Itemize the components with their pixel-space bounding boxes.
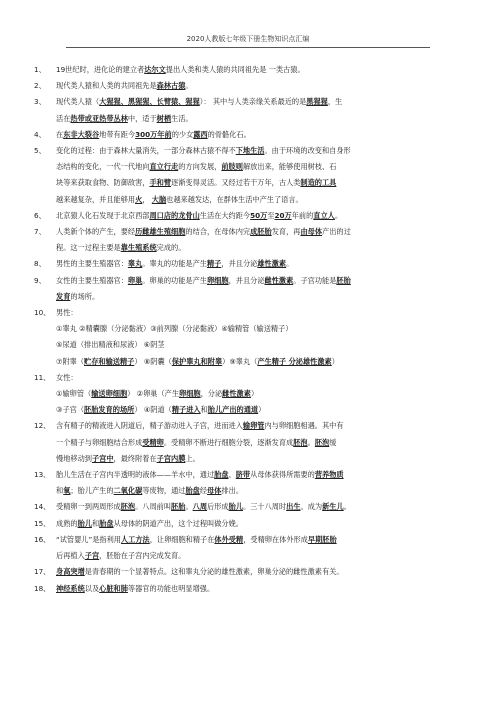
key-term: 精子进入 xyxy=(171,405,201,415)
item-body xyxy=(56,564,464,580)
key-term: 体外受精 xyxy=(214,534,244,544)
text-segment: 女性的主要生殖器官： xyxy=(56,275,128,285)
item-number: 5、 xyxy=(34,146,46,156)
text-segment: 19世纪时，进化论的建立者 xyxy=(56,65,145,74)
text-segment: 内与卵细胞相遇。其中有 xyxy=(264,421,344,431)
text-segment: 男性： xyxy=(56,308,78,318)
key-term: 氧 xyxy=(63,486,71,496)
item-body xyxy=(56,516,464,532)
text-segment: ，分泌 xyxy=(200,389,223,399)
key-term: 胚泡 xyxy=(314,437,330,447)
text-segment: ，胚胎在子宫内完成发育。 xyxy=(99,551,186,561)
item-body xyxy=(56,370,464,386)
text-segment: 生活。 xyxy=(171,113,193,123)
key-term: 由母体 xyxy=(300,227,323,237)
text-line xyxy=(34,337,464,353)
text-segment: 后再植入 xyxy=(56,551,85,561)
text-line xyxy=(56,532,464,548)
text-line xyxy=(56,78,464,94)
text-segment: ，让卵细胞和精子在 xyxy=(149,534,215,544)
key-term: 手和臂 xyxy=(149,178,172,188)
item-body xyxy=(56,499,464,515)
text-segment: 受精卵一到两周形成 xyxy=(56,502,121,512)
key-term: 子宫内膜 xyxy=(156,453,186,463)
text-segment: 的结合，在母体内完 xyxy=(185,227,251,237)
key-term: 发育 xyxy=(56,291,71,301)
item-number: 1、 xyxy=(34,65,46,74)
key-term: 营养物质 xyxy=(314,470,344,480)
knowledge-item xyxy=(34,143,464,208)
text-segment: 。成为 xyxy=(300,502,323,512)
text-segment: 解放出来，能够使用树枝、石 xyxy=(242,162,337,172)
text-segment: ）⑨睾丸（ xyxy=(222,356,258,366)
text-line xyxy=(56,418,464,434)
text-segment: 。 xyxy=(343,502,351,512)
key-term: 火 xyxy=(135,194,143,204)
knowledge-item xyxy=(34,370,464,386)
key-term: 露西 xyxy=(193,129,208,139)
text-line xyxy=(56,224,464,240)
item-number: 15、 xyxy=(34,518,51,528)
text-segment: 越来越复杂，并且能够用 xyxy=(56,194,136,204)
text-segment: ①输卵管（ xyxy=(56,389,92,399)
text-segment: 和 xyxy=(56,486,64,496)
item-body xyxy=(56,467,464,499)
key-term: 20万 xyxy=(274,210,292,220)
text-line xyxy=(56,499,464,515)
key-term: 胎盘 xyxy=(185,486,200,496)
text-segment: 缓 xyxy=(329,437,337,447)
text-segment: 慢地移动到 xyxy=(56,453,92,463)
text-line xyxy=(34,321,464,337)
item-number: 10、 xyxy=(34,308,51,318)
text-segment: 以及 xyxy=(84,583,100,593)
item-body xyxy=(56,224,464,256)
text-line xyxy=(56,111,464,127)
text-segment: 态结构的变化，一代一代地向 xyxy=(56,162,150,172)
item-body xyxy=(56,273,464,305)
text-segment: 现代类人猿（ xyxy=(56,97,100,107)
text-line xyxy=(56,305,464,321)
text-segment: 。 xyxy=(286,259,294,269)
key-term: 新生儿 xyxy=(322,502,344,512)
text-segment: ①睾丸 ②精囊腺（分泌黏液）③前列腺（分泌黏液）④输精管（输送精子） xyxy=(56,324,293,334)
key-term: 直立行走 xyxy=(149,162,179,172)
text-segment: 。受精卵不断进行细胞分裂，逐渐发育成 xyxy=(163,437,294,447)
text-segment: 。三十八周时 xyxy=(243,502,287,512)
key-term: 直立人 xyxy=(313,210,335,220)
text-line xyxy=(56,175,464,191)
item-number: 6、 xyxy=(34,210,46,220)
text-segment: ，并且分泌 xyxy=(221,259,258,269)
key-term: 胎儿 xyxy=(228,502,243,512)
text-segment: 从母体获得所需要的 xyxy=(250,470,315,480)
knowledge-item xyxy=(34,208,464,224)
text-line xyxy=(56,435,464,451)
text-segment: ） xyxy=(331,356,339,366)
item-body xyxy=(56,532,464,564)
text-segment: 提出人类和类人猿的共同祖先是 一类古猿。 xyxy=(165,65,305,74)
key-term: 黑猩猩 xyxy=(306,97,328,107)
text-segment: 。卵巢的功能是产生 xyxy=(142,275,207,285)
item-body xyxy=(56,62,464,78)
item-number: 11、 xyxy=(34,372,51,382)
item-number: 4、 xyxy=(34,129,46,139)
text-segment: 在 xyxy=(56,129,64,139)
text-segment: 中，适于 xyxy=(127,113,157,123)
text-segment: 女性： xyxy=(56,372,78,382)
text-line xyxy=(56,143,464,159)
key-term: 历雌雄生殖细胞 xyxy=(135,227,186,237)
text-segment: 程。这一过程主要是 xyxy=(56,243,121,253)
text-segment: 的少女 xyxy=(171,129,194,139)
knowledge-item xyxy=(34,78,464,94)
key-term: 靠生殖系统 xyxy=(120,243,157,253)
key-term: 输送卵细胞 xyxy=(91,389,128,399)
text-segment: ；胎儿产生的 xyxy=(70,486,114,496)
text-line xyxy=(56,467,464,483)
key-term: 前肢则 xyxy=(221,162,243,172)
text-line xyxy=(56,564,464,580)
key-term: 受精卵 xyxy=(142,437,164,447)
text-segment: 生活在大约距今 xyxy=(199,210,251,220)
text-segment: 的场所。 xyxy=(70,291,100,301)
knowledge-item xyxy=(34,516,464,532)
key-term: 保护睾丸和附睾 xyxy=(171,356,223,366)
text-segment: “试管婴儿”是指利用 xyxy=(56,534,121,544)
text-segment: 。由于环境的改变和自身形 xyxy=(264,146,351,156)
key-term: 胎儿产出的通道 xyxy=(207,405,259,415)
key-term: 下地生活 xyxy=(235,146,265,156)
text-line xyxy=(56,273,464,289)
key-term: 300万年前 xyxy=(135,129,172,139)
item-number: 18、 xyxy=(34,583,51,593)
text-segment: 一个精子与卵细胞结合形成 xyxy=(56,437,143,447)
knowledge-item xyxy=(34,273,464,305)
knowledge-item xyxy=(34,224,464,256)
key-term: 二氧化碳 xyxy=(113,486,143,496)
text-segment: 从母体的阴道产出，这个过程叫做分娩。 xyxy=(113,518,243,528)
item-number: 13、 xyxy=(34,470,51,480)
item-number: 14、 xyxy=(34,502,51,512)
text-segment: ） ⑧阴囊（ xyxy=(134,356,172,366)
knowledge-item xyxy=(34,127,464,143)
knowledge-item xyxy=(34,581,464,597)
text-line xyxy=(34,354,464,370)
text-segment: 的方向发展， xyxy=(178,162,222,172)
key-term: 雌性激素 xyxy=(222,389,251,399)
text-segment: 发育，再 xyxy=(271,227,301,237)
text-segment: 活在 xyxy=(56,113,71,123)
key-term: 胚胎 xyxy=(336,275,351,285)
text-segment: 北京猿人化石发现于北京西部 xyxy=(56,210,150,220)
text-line xyxy=(56,256,464,272)
key-term: 雌性激素 xyxy=(264,275,294,285)
item-body xyxy=(56,78,464,94)
key-term: 子宫 xyxy=(84,551,100,561)
text-segment: 地带有距今 xyxy=(99,129,136,139)
item-body xyxy=(56,581,464,597)
text-line xyxy=(56,548,464,564)
text-segment: 的骨骼化石。 xyxy=(207,129,251,139)
text-segment: 、 xyxy=(228,470,236,480)
item-body xyxy=(56,208,464,224)
text-segment: ） xyxy=(258,405,266,415)
key-term: 成胚胎 xyxy=(250,227,272,237)
text-segment: ⑦附睾（ xyxy=(56,356,85,366)
key-term: 精子 xyxy=(206,259,222,269)
text-line xyxy=(56,240,464,256)
text-segment: 和 xyxy=(200,405,208,415)
key-term: 身高突增 xyxy=(56,567,85,577)
text-segment: 也越来越发达，在群体生活中产生了语言。 xyxy=(166,194,303,204)
text-segment: 现代类人猿和人类的共同祖先是 xyxy=(56,81,157,91)
text-line xyxy=(56,483,464,499)
item-number: 3、 xyxy=(34,97,46,107)
key-term: 胎盘 xyxy=(99,518,114,528)
text-segment: ⑤尿道（排出精液和尿液） ⑥阴茎 xyxy=(56,340,165,350)
knowledge-item xyxy=(34,532,464,564)
key-term: 母体 xyxy=(207,486,222,496)
text-segment: 和 xyxy=(91,518,100,528)
text-line xyxy=(56,516,464,532)
text-line xyxy=(34,402,464,418)
text-line xyxy=(56,208,464,224)
key-term: 胚泡 xyxy=(120,502,136,512)
key-term: 大猩猩、黑猩猩、长臂猿、猩猩 xyxy=(99,97,200,107)
text-segment: ，受精卵在体外形成 xyxy=(243,534,308,544)
key-term: 树栖 xyxy=(156,113,172,123)
text-segment: ） ④阴道（ xyxy=(134,405,172,415)
text-segment: 上。 xyxy=(185,453,200,463)
text-segment: 经 xyxy=(199,486,208,496)
text-line xyxy=(56,370,464,386)
text-line xyxy=(56,289,464,305)
text-segment: 男性的主要生殖器官： xyxy=(56,259,128,269)
text-segment: 完成的。 xyxy=(156,243,186,253)
text-segment: 变化的过程：由于森林大量消失，一部分森林古猿不得不 xyxy=(56,146,236,156)
key-term: 产生精子 分泌雄性激素 xyxy=(257,356,332,366)
text-segment: ）： 其中与人类亲缘关系最近的是 xyxy=(199,97,307,107)
text-segment: ，并且分泌 xyxy=(228,275,265,285)
item-number: 7、 xyxy=(34,227,46,237)
text-line xyxy=(56,62,464,78)
key-term: 神经系统 xyxy=(56,583,85,593)
knowledge-item xyxy=(34,62,464,78)
item-body xyxy=(56,256,464,272)
text-segment: 。八周前叫 xyxy=(135,502,172,512)
item-body xyxy=(56,127,464,143)
key-term: 胎儿 xyxy=(77,518,92,528)
key-term: 早期胚胎 xyxy=(307,534,337,544)
text-segment: 年前的 xyxy=(291,210,314,220)
text-segment: 等器官的功能也明显增强。 xyxy=(127,583,215,593)
item-body xyxy=(56,94,464,126)
text-line xyxy=(56,192,464,208)
key-term: 制造的工具 xyxy=(300,178,337,188)
key-term: 50万 xyxy=(250,210,268,220)
item-number: 8、 xyxy=(34,259,46,269)
knowledge-item xyxy=(34,305,464,321)
text-segment: ③子宫（ xyxy=(56,405,85,415)
text-segment: 。 xyxy=(334,210,343,220)
key-term: 八周 xyxy=(192,502,208,512)
text-segment: 块等来获取食物、防御敌害， xyxy=(56,178,150,188)
key-term: 大脑 xyxy=(151,194,167,204)
text-segment: 。 xyxy=(185,81,193,91)
key-term: 森林古猿 xyxy=(156,81,186,91)
knowledge-point-list xyxy=(34,62,464,597)
key-term: 雄性激素 xyxy=(257,259,287,269)
key-term: 胚泡 xyxy=(293,437,308,447)
knowledge-item xyxy=(34,418,464,467)
key-term: 出生 xyxy=(286,502,301,512)
key-term: 胚胎发育的场所 xyxy=(84,405,135,415)
text-segment: 等废物，通过 xyxy=(142,486,186,496)
knowledge-item xyxy=(34,564,464,580)
text-segment: 后形成 xyxy=(207,502,229,512)
item-number: 17、 xyxy=(34,567,51,577)
key-term: 达尔文 xyxy=(144,65,166,74)
text-segment: 人类新个体的产生，要经 xyxy=(56,227,136,237)
text-segment: 产出的过 xyxy=(322,227,351,237)
item-number: 12、 xyxy=(34,421,51,431)
key-term: 输卵管 xyxy=(242,421,265,431)
knowledge-item xyxy=(34,467,464,499)
text-line xyxy=(56,581,464,597)
text-segment: ，生 xyxy=(327,97,343,107)
key-term: 脐带 xyxy=(235,470,251,480)
text-line xyxy=(56,94,464,110)
key-term: 周口店的龙骨山 xyxy=(149,210,200,220)
text-segment: 。睾丸的功能是产生 xyxy=(142,259,207,269)
text-line xyxy=(56,159,464,175)
text-line xyxy=(34,386,464,402)
key-term: 睾丸 xyxy=(127,259,143,269)
item-number: 16、 xyxy=(34,534,51,544)
key-term: 子宫中 xyxy=(91,453,114,463)
text-segment: 逐渐变得灵活。又经过若干万年，古人类 xyxy=(171,178,301,188)
key-term: 人工方法 xyxy=(120,534,150,544)
item-body xyxy=(56,143,464,208)
key-term: 贮存和输送精子 xyxy=(84,356,135,366)
item-body xyxy=(56,418,464,467)
text-segment: ，最终附着在 xyxy=(113,453,157,463)
text-segment: 。子宫功能是 xyxy=(293,275,337,285)
text-line xyxy=(56,127,464,143)
key-term: 胚胎 xyxy=(171,502,186,512)
knowledge-item xyxy=(34,94,464,126)
item-number: 9、 xyxy=(34,275,46,285)
text-segment: 成熟的 xyxy=(56,518,78,528)
text-segment: 。 xyxy=(307,437,315,447)
key-term: 东非大裂谷 xyxy=(63,129,100,139)
item-number: 2、 xyxy=(34,81,46,91)
knowledge-item xyxy=(34,499,464,515)
text-segment: 胎儿生活在子宫内半透明的液体——羊水中，通过 xyxy=(56,470,215,480)
key-term: 卵巢 xyxy=(127,275,143,285)
key-term: 卵细胞 xyxy=(206,275,229,285)
key-term: 卵细胞 xyxy=(179,389,201,399)
key-term: 热带或亚热带丛林 xyxy=(70,113,128,123)
text-line xyxy=(56,451,464,467)
text-segment: ） xyxy=(250,389,259,399)
text-segment: ， xyxy=(142,194,152,204)
key-term: 胎盘 xyxy=(214,470,229,480)
item-body xyxy=(56,305,464,321)
knowledge-item xyxy=(34,256,464,272)
key-term: 心脏和肺 xyxy=(99,583,128,593)
text-segment: 。 xyxy=(185,502,193,512)
text-segment: ） ②卵巢（产生 xyxy=(127,389,180,399)
text-segment: 排出。 xyxy=(221,486,244,496)
text-segment: 至 xyxy=(267,210,275,220)
page-header: 2020人教版七年级下册生物知识点汇编 xyxy=(66,34,430,48)
text-segment: 含有精子的精液进入阴道后，精子游动进入子宫，进而进入 xyxy=(56,421,243,431)
text-segment: 是青春期的一个显著特点。这和睾丸分泌的雄性激素，卵巢分泌的雌性激素有关。 xyxy=(84,567,344,577)
